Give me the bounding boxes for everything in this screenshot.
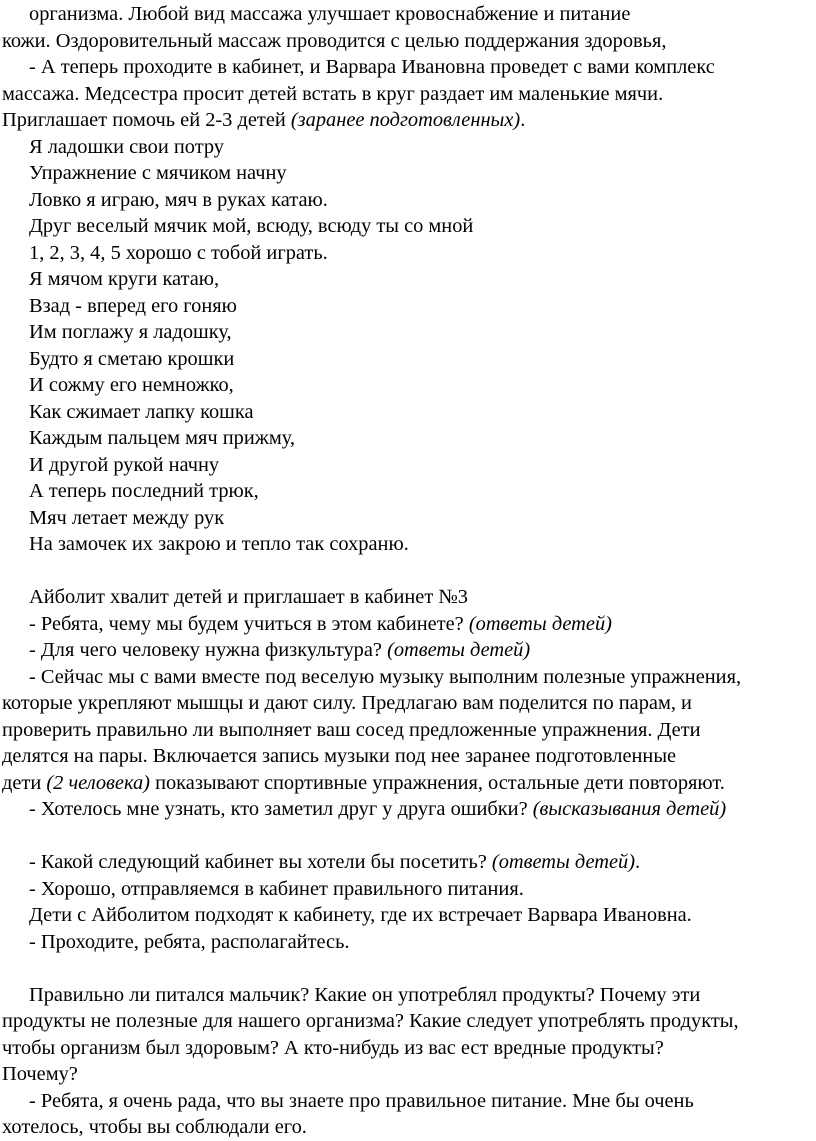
italic-note: (2 человека) xyxy=(46,771,150,794)
text-span: показывают спортивные упражнения, остальные дети повторяют. xyxy=(149,771,725,794)
italic-note: (ответы детей) xyxy=(491,851,636,873)
poem-line: И другой рукой начну xyxy=(29,453,220,476)
poem-line: Мяч летает между рук xyxy=(29,506,225,529)
italic-note: (ответы детей) xyxy=(387,639,531,661)
text-line: - Проходите, ребята, располагайтесь. xyxy=(29,930,350,953)
text-line: кожи. Оздоровительный массаж проводится с целью поддержания здоровья, xyxy=(2,29,667,52)
text-line: организма. Любой вид массажа улучшает кровоснабжение и питание xyxy=(29,3,631,25)
text-line xyxy=(2,107,816,134)
poem-line: Я мячом круги катаю, xyxy=(29,268,220,290)
text-line xyxy=(2,611,816,638)
poem-line: Как сжимает лапку кошка xyxy=(29,400,254,423)
text-span: . xyxy=(520,109,526,131)
poem-line: И сожму его немножко, xyxy=(29,374,234,396)
poem-line: 1, 2, 3, 4, 5 хорошо с тобой играть. xyxy=(29,241,328,264)
poem-line: Им поглажу я ладошку, xyxy=(29,321,232,343)
poem-line: На замочек их закрою и тепло так сохраню. xyxy=(29,533,409,555)
poem-line: Я ладошки свои потру xyxy=(29,135,224,158)
text-span: Приглашает помочь ей 2-3 детей xyxy=(2,109,291,131)
spacer xyxy=(0,558,816,585)
text-line: Айболит хвалит детей и приглашает в кабинет №3 xyxy=(29,586,468,608)
spacer xyxy=(0,823,816,850)
text-line: - Хорошо, отправляемся в кабинет правильного питания. xyxy=(29,877,524,900)
poem-line: А теперь последний трюк, xyxy=(29,480,259,502)
text-line: - Ребята, я очень рада, что вы знаете про правильное питание. Мне бы очень xyxy=(29,1089,694,1112)
text-line: хотелось, чтобы вы соблюдали его. xyxy=(2,1116,307,1138)
spacer xyxy=(0,955,816,982)
italic-note: (ответы детей) xyxy=(468,612,612,635)
poem-line: Упражнение с мячиком начну xyxy=(29,162,287,184)
text-line: продукты не полезные для нашего организма? Какие следует употреблять продукты, xyxy=(2,1010,739,1032)
text-line xyxy=(2,770,816,797)
text-span: . xyxy=(635,851,641,873)
text-line: чтобы организм был здоровым? А кто-нибудь из вас ест вредные продукты? xyxy=(2,1036,664,1059)
poem-line: Будто я сметаю крошки xyxy=(29,347,235,370)
text-span: - Для чего человеку нужна физкультура? xyxy=(29,639,388,661)
poem-line: Друг веселый мячик мой, всюду, всюду ты со мной xyxy=(29,215,474,237)
text-line xyxy=(2,849,816,876)
text-line: проверить правильно ли выполняет ваш сосед предложенные упражнения. Дети xyxy=(2,718,701,741)
text-line: - А теперь проходите в кабинет, и Варвара Ивановна проведет с вами комплекс xyxy=(29,56,715,78)
italic-note: (заранее подготовленных) xyxy=(290,109,521,131)
poem-line: Взад - вперед его гоняю xyxy=(29,294,237,317)
poem-line: Ловко я играю, мяч в руках катаю. xyxy=(29,188,328,211)
text-line: Почему? xyxy=(2,1063,78,1085)
text-line: - Сейчас мы с вами вместе под веселую музыку выполним полезные упражнения, xyxy=(29,665,742,688)
text-line: которые укрепляют мышцы и дают силу. Предлагаю вам поделится по парам, и xyxy=(2,692,692,714)
text-line: массажа. Медсестра просит детей встать в круг раздает им маленькие мячи. xyxy=(2,82,664,105)
text-span: - Ребята, чему мы будем учиться в этом кабинете? xyxy=(29,612,469,635)
text-span: - Хотелось мне узнать, кто заметил друг у друга ошибки? xyxy=(29,798,533,820)
poem-line: Каждым пальцем мяч прижму, xyxy=(29,427,296,449)
text-line: Правильно ли питался мальчик? Какие он употреблял продукты? Почему эти xyxy=(29,983,701,1006)
text-line xyxy=(2,796,816,823)
text-span: дети xyxy=(2,771,47,794)
text-span: - Какой следующий кабинет вы хотели бы посетить? xyxy=(29,851,492,873)
text-line xyxy=(2,637,816,664)
italic-note: (высказывания детей) xyxy=(532,798,727,820)
text-line: делятся на пары. Включается запись музыки под нее заранее подготовленные xyxy=(2,745,677,767)
text-line: Дети с Айболитом подходят к кабинету, где их встречает Варвара Ивановна. xyxy=(29,904,692,926)
